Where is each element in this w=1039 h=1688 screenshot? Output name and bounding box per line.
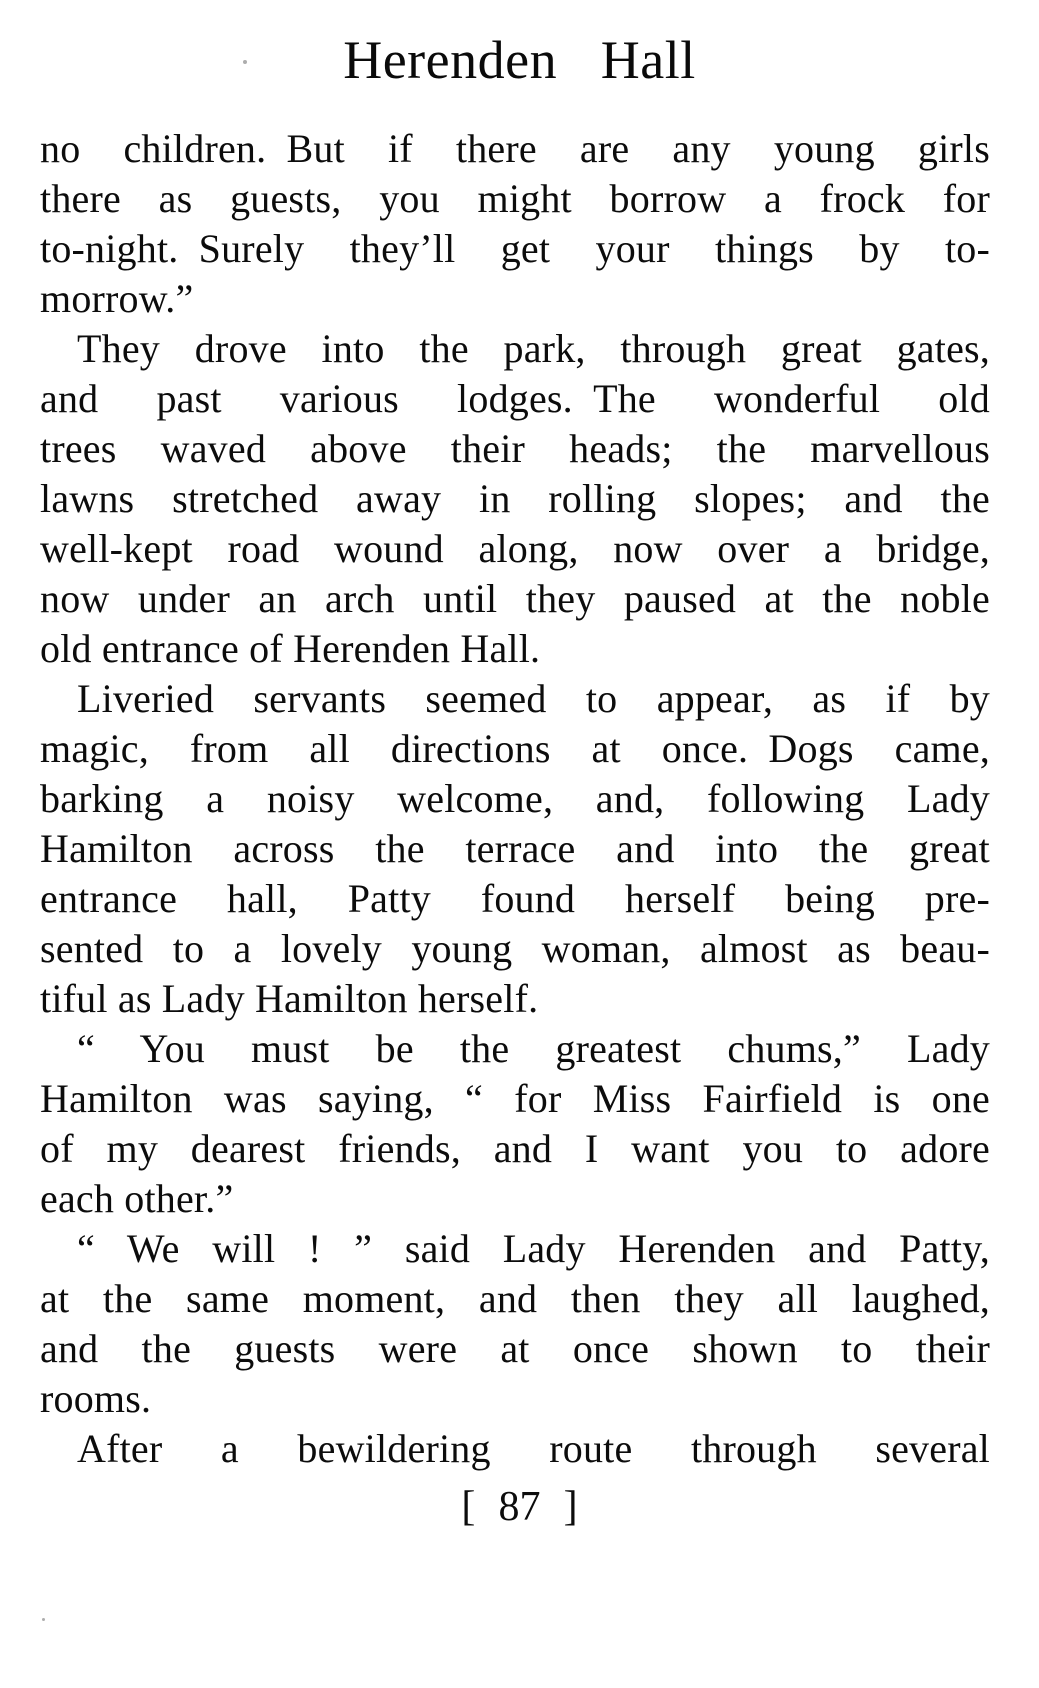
- text-line: morrow.”: [40, 276, 194, 321]
- page-body: [40, 124, 990, 1474]
- text-line: there as guests, you might borrow a frock for: [40, 176, 990, 221]
- text-line: old entrance of Herenden Hall.: [40, 626, 541, 671]
- text-line: at the same moment, and then they all laughed,: [40, 1276, 990, 1321]
- text-line: trees waved above their heads; the marvellous: [40, 426, 990, 471]
- text-line: and the guests were at once shown to their: [40, 1326, 990, 1371]
- text-line: no children. But if there are any young girls: [40, 126, 990, 171]
- text-line: each other.”: [40, 1176, 234, 1221]
- text-line: well-kept road wound along, now over a bridge,: [40, 526, 990, 571]
- text-line: “ We will ! ” said Lady Herenden and Patty,: [77, 1226, 990, 1271]
- text-line: After a bewildering route through several: [77, 1426, 990, 1471]
- text-line: now under an arch until they paused at the noble: [40, 576, 990, 621]
- text-line: rooms.: [40, 1376, 152, 1421]
- text-line: to-night. Surely they’ll get your things by to-: [40, 226, 990, 271]
- text-line: Hamilton was saying, “ for Miss Fairfield is one: [40, 1076, 990, 1121]
- page-number: [ 87 ]: [461, 1484, 578, 1530]
- page-title: Herenden Hall: [343, 30, 696, 90]
- text-line: sented to a lovely young woman, almost as beau-: [40, 926, 990, 971]
- text-line: Liveried servants seemed to appear, as if by: [77, 676, 990, 721]
- text-line: magic, from all directions at once. Dogs came,: [40, 726, 990, 771]
- text-line: of my dearest friends, and I want you to adore: [40, 1126, 990, 1171]
- text-line: Hamilton across the terrace and into the great: [40, 826, 990, 871]
- scan-speck: [42, 1618, 45, 1621]
- scan-speck: [243, 60, 247, 64]
- text-line: entrance hall, Patty found herself being pre-: [40, 876, 990, 921]
- text-line: lawns stretched away in rolling slopes; and the: [40, 476, 990, 521]
- text-line: tiful as Lady Hamilton herself.: [40, 976, 539, 1021]
- text-line: and past various lodges. The wonderful old: [40, 376, 990, 421]
- text-line: “ You must be the greatest chums,” Lady: [77, 1026, 990, 1071]
- text-line: They drove into the park, through great gates,: [77, 326, 990, 371]
- text-line: barking a noisy welcome, and, following Lady: [40, 776, 990, 821]
